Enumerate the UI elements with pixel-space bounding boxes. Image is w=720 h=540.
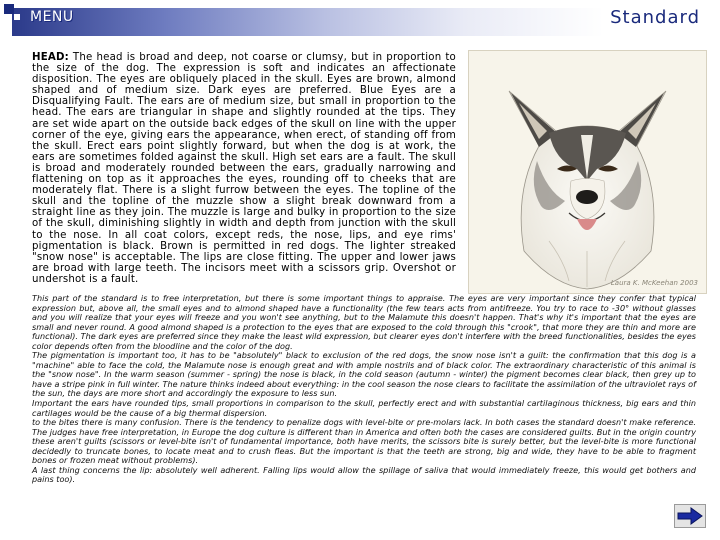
menu-button[interactable]: MENU bbox=[30, 9, 74, 25]
dog-icon bbox=[469, 51, 706, 293]
note-bites: to the bites there is many confusion. There is the tendency to penalize dogs with level-bite or pre-molars lack. In both cases the standard doesn't make reference. The judges have free interpretation, in Europe the dog culture is different than in America and often both the cases are considered guilts. But in the origin country these aren't guilts (scissors or level-bite isn't of fundamental importance, both have merits, the scissors bite is surely better, but the level-bite is more functional decidedly to truncate bones, to locate meat and to crush fleas. But the important is that the teeth are strong, big and wide, they have to be able to fragment bones or frozen meat without problems). bbox=[32, 417, 696, 466]
note-pigmentation: The pigmentation is important too, it has to be "absolutely" black to exclusion of the red dogs, the snow nose isn't a guilt: the confirmation that this dog is a "machine" able to face the cold, the Malamute nose is enough great and with ample nostrils and of black color. The extraordinary characteristic of this animal is the "snow nose". In the warm season (summer - spring) the nose is black, in the cold season (autumn - winter) the pigment becomes clear black, then grey up to have a stripe pink in full winter. The nature thinks indeed about everything: in the cool season the nose clears to facilitate the assimilation of the ultraviolet rays of the sun, the days are more short and accordingly the exposure to less sun. bbox=[32, 350, 696, 399]
note-eyes: This part of the standard is to free interpretation, but there is some important things to appraise. The eyes are very important since they confer that typical expression but, above all, the small eyes and to almond shaped have a functionality (the few tears acts from antifreeze. You try to race to -30° without glasses and you will realize that your eyes will freeze and you won't see anything, but to the Malamute this doesn't happen. That's why it's important that the eyes are small and never round. A good almond shaped is a protection to the eyes that are exposed to the cold through this "crook", that more they are thin and more are functional). The dark eyes are preferred since they make the least wild expression, but clearer eyes don't interfere with the breed functionalities, besides the eyes color depends often from the bloodline and the color of the dog. bbox=[32, 293, 696, 351]
note-ears: Important the ears have rounded tips, small proportions in comparison to the skull, perfectly erect and with substantial cartilaginous thickness, big ears and thin cartilages would be the cause of a big thermal dispersion. bbox=[32, 398, 696, 418]
header-bar bbox=[0, 0, 720, 44]
corner-square bbox=[4, 4, 14, 14]
head-description bbox=[32, 52, 456, 285]
corner-square-inner bbox=[14, 14, 20, 20]
head-text: The head is broad and deep, not coarse or clumsy, but in proportion to the size of the dog. The expression is soft and indicates an affectionate disposition. The eyes are obliquely placed in the skull. Eyes are brown, almond shaped and of medium size. Dark eyes are preferred. Blue Eyes are a Disqualifying Fault. The ears are of medium size, but small in proportion to the head. The ears are triangular in shape and slightly rounded at the tips. They are set wide apart on the outside back edges of the skull on line with the upper corner of the eye, giving ears the appearance, when erect, of standing off from the skull. Erect ears point slightly forward, but when the dog is at work, the ears are sometimes folded against the skull. High set ears are a fault. The skull is broad and moderately rounded between the ears, gradually narrowing and flattening on top as it approaches the eyes, rounding off to cheeks that are moderately flat. There is a slight furrow between the eyes. The topline of the skull and the topline of the muzzle show a slight break downward from a straight line as they join. The muzzle is large and bulky in proportion to the size of the skull, diminishing slightly in width and depth from junction with the skull to the nose. In all coat colors, except reds, the nose, lips, and eye rims' pigmentation is black. Brown is permitted in red dogs. The lighter streaked "snow nose" is acceptable. The lips are close fitting. The upper and lower jaws are broad with large teeth. The incisors meet with a scissors grip. Overshot or undershot is a fault. bbox=[32, 52, 456, 285]
next-slide-button[interactable] bbox=[674, 504, 706, 528]
right-arrow-icon bbox=[675, 505, 705, 527]
artist-signature: Laura K. McKeehan 2003 bbox=[610, 279, 698, 287]
header-gradient bbox=[12, 8, 708, 36]
note-lips: A last thing concerns the lip: absolutely well adherent. Falling lips would allow the spillage of saliva that would immediately freeze, this would get bothers and pains too). bbox=[32, 464, 696, 485]
head-label: HEAD: bbox=[32, 52, 69, 63]
notes-block bbox=[32, 294, 696, 485]
page-title: Standard bbox=[610, 7, 700, 28]
malamute-drawing bbox=[468, 50, 707, 294]
